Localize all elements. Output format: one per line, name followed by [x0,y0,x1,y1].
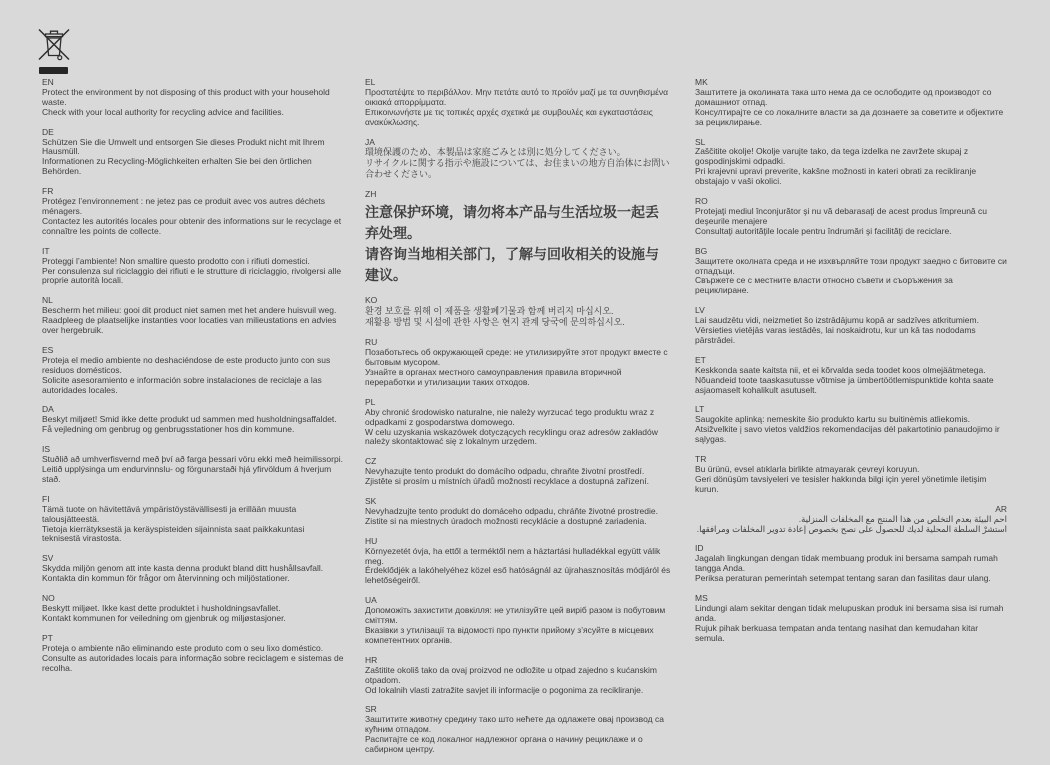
notice-text: Tietoja kierrätyksestä ja keräyspisteiden sijainnista saat paikkakuntasi teknisestä virastosta. [42,523,305,544]
language-code-label: HU [365,535,378,546]
language-code-label: LV [695,305,705,316]
notice-text: Periksa peraturan pemerintah setempat tentang saran dan fasilitas daur ulang. [695,573,991,584]
notice-text: W celu uzyskania wskazówek dotyczących recyklingu oraz adresów zakładów należy skontaktować się z lokalnym urzędem. [365,426,658,447]
notice-text: Lindungi alam sekitar dengan tidak melupuskan produk ini bersama sisa isi rumah anda. [695,602,1004,623]
language-code-label: KO [365,295,378,306]
language-code-label: EN [42,77,54,87]
language-block-id [695,544,1007,584]
language-code-label: NO [42,593,55,604]
notice-text: Заштитите животну средину тако што нећете да одлажете овај производ са кућним отпадом. [365,714,664,735]
language-code-label: ET [695,354,706,365]
language-code-label: ID [695,543,704,554]
language-code-label: CZ [365,456,377,467]
language-block-ua [365,596,671,646]
language-block-ar [695,505,1007,535]
notice-text: Beskytt miljøet. Ikke kast dette produktet i husholdningsavfallet. [42,602,281,613]
language-block-hr [365,656,671,696]
notice-text: Beskyt miljøet! Smid ikke dette produkt ud sammen med husholdningsaffaldet. [42,414,337,425]
notice-text: Pri krajevni upravi preverite, kakšne možnosti in kateri obrati za recikliranje obstajajo v vaši okolici. [695,166,977,187]
language-code-label: SK [365,496,377,507]
notice-text: Zaščitite okolje! Okolje varujte tako, da tega izdelka ne zavržete skupaj z gospodinjskimi odpadki. [695,146,969,167]
notice-text: Solicite asesoramiento e información sobre instalaciones de reciclaje a las autoridades locales. [42,374,322,395]
language-code-label: JA [365,136,375,147]
notice-text: Jagalah lingkungan dengan tidak membuang produk ini bersama sampah rumah tangga Anda. [695,553,998,574]
language-block-mk [695,78,1007,128]
notice-text: Raadpleeg de plaatselijke instanties voor locaties van milieustations en advies over hergebruik. [42,315,337,336]
language-block-fi [42,495,344,545]
notice-text: Свържете се с местните власти относно съвети и съоръжения за рециклиране. [695,275,953,296]
language-block-et [695,356,1007,396]
notice-text: Od lokalnih vlasti zatražite savjet ili informacije o pogonima za recikliranje. [365,684,644,695]
language-block-ru [365,338,671,388]
notice-text: Consultaţi autorităţile locale pentru îndrumări şi facilităţi de reciclare. [695,225,952,236]
language-code-label: MS [695,593,708,604]
notice-text: Proteggi l’ambiente! Non smaltire questo prodotto con i rifiuti domestici. [42,255,310,266]
language-block-zh [365,190,671,286]
language-block-sr [365,705,671,755]
notice-text: Вказівки з утилізації та відомості про пункти прийому з’ясуйте в місцевих компетентних органів. [365,625,654,645]
notice-text: Informationen zu Recycling-Möglichkeiten erhalten Sie bei den örtlichen Behörden. [42,156,312,177]
notice-text: احم البيئة بعدم التخلص من هذا المنتج مع المخلفات المنزلية. [798,513,1007,524]
notice-text: Érdeklődjék a lakóhelyéhez közel eső hatóságnál az újrahasznosítás módjáról és lehetőségeiről. [365,565,671,586]
column-1 [42,78,344,683]
language-block-is [42,445,344,485]
notice-text: Skydda miljön genom att inte kasta denna produkt bland ditt hushållsavfall. [42,563,324,574]
notice-text: Lai saudzētu vidi, neizmetiet šo izstrādājumu kopā ar sadzīves atkritumiem. [695,315,979,326]
language-block-el [365,78,671,128]
notice-text: 재활용 방법 및 시설에 관한 사항은 현지 관계 당국에 문의하십시오. [365,317,625,328]
notice-text: Προστατέψτε το περιβάλλον. Μην πετάτε αυτό το προϊόν μαζί με τα συνηθισμένα οικιακά απορρίμματα. [365,86,669,107]
notice-text: Rujuk pihak berkuasa tempatan anda tentang nasihat dan kemudahan kitar semula. [695,622,979,643]
column-3 [695,78,1007,654]
notice-text: Защитете околната среда и не изхвърляйте този продукт заедно с битовите си отпадъци. [695,255,1007,276]
language-code-label: FR [42,186,54,197]
language-block-sv [42,554,344,584]
notice-text: 注意保护环境，请勿将本产品与生活垃圾一起丢弃处理。 [365,204,659,242]
language-code-label: UA [365,595,377,606]
notice-text: Позаботьтесь об окружающей среде: не утилизируйте этот продукт вместе с бытовым мусором. [365,347,668,368]
language-code-label: DE [42,126,54,137]
language-block-da [42,405,344,435]
notice-text: Распитајте се код локалног надлежног органа о начину рециклаже и о сабирном центру. [365,734,643,755]
notice-text: Aby chronić środowisko naturalne, nie należy wyrzucać tego produktu wraz z odpadkami z gospodarstwa domowego. [365,406,655,427]
language-block-es [42,346,344,396]
language-block-lt [695,405,1007,445]
notice-text: Protect the environment by not disposing of this product with your household waste. [42,86,330,107]
language-block-en [42,78,344,118]
language-code-label: PL [365,396,376,407]
notice-text: Környezetét óvja, ha ettől a terméktől nem a háztartási hulladékkal együtt válik meg. [365,545,661,566]
language-block-nl [42,296,344,336]
notice-text: Nevyhazujte tento produkt do domácího odpadu, chraňte životní prostředí. [365,466,645,477]
language-block-cz [365,457,671,487]
language-code-label: FI [42,493,50,504]
notice-text: Kontakta din kommun för frågor om återvinning och miljöstationer. [42,573,290,584]
language-block-hu [365,537,671,587]
language-code-label: SR [365,704,377,715]
notice-text: Protejaţi mediul înconjurător şi nu vă debarasaţi de acest produs împreună cu deşeurile menajere [695,205,987,226]
language-block-bg [695,247,1007,297]
notice-text: Bescherm het milieu: gooi dit product niet samen met het andere huisvuil weg. [42,305,337,316]
language-block-no [42,594,344,624]
language-block-ko [365,296,671,328]
notice-text: Заштитете ја околината така што нема да се ослободите од производот со домашниот отпад. [695,86,992,107]
language-code-label: RO [695,196,708,207]
notice-text: Protégez l’environnement : ne jetez pas ce produit avec vos autres déchets ménagers. [42,196,326,216]
language-block-tr [695,455,1007,495]
language-code-label: SL [695,136,706,147]
notice-text: 환경 보호를 위해 이 제품을 생활폐기물과 함께 버리지 마십시오. [365,306,614,317]
notice-text: Vērsieties vietējās varas iestādēs, lai noskaidrotu, kur un kā tas nododams pārstrādei. [695,325,976,345]
notice-text: Saugokite aplinką: nemeskite šio produkto kartu su buitinėmis atliekomis. [695,414,970,425]
notice-text: Contactez les autorités locales pour obtenir des informations sur le recyclage et connaître les points de collecte. [42,215,342,236]
notice-text: استشرْ السلطة المحلية لديك للحصول على نصح بخصوص إعادة تدوير المخلفات ومرافقها. [696,523,1007,534]
language-block-fr [42,187,344,237]
language-code-label: NL [42,295,53,306]
language-code-label: AR [995,503,1007,514]
notice-text: Zjistěte si prosím u místních úřadů možnosti recyklace a dostupná zařízení. [365,476,649,487]
notice-text: Επικοινωνήστε με τις τοπικές αρχές σχετικά με συμβουλές και εγκαταστάσεις ανακύκλωσης. [365,106,653,127]
language-block-sk [365,497,671,527]
notice-text: Per consulenza sul riciclaggio dei rifiuti e le strutture di riciclaggio, rivolgersi alle proprie autorità locali. [42,265,342,286]
language-code-label: ES [42,344,54,355]
notice-text: Consulte as autoridades locais para informação sobre reciclagem e sistemas de recolha. [42,652,344,673]
notice-text: Узнайте в органах местного самоуправления правила вторичной переработки и утилизации таких отходов. [365,366,622,387]
notice-text: Atsižvelkite į savo vietos valdžios rekomendacijas dėl pakartotinio panaudojimo ir sąlygas. [695,424,1000,445]
language-block-lv [695,306,1007,346]
language-block-de [42,128,344,178]
notice-text: Nõuandeid toote taaskasutusse võtmise ja ümbertöötlemispunktide kohta saate asjaomaselt kohalikult asutuselt. [695,374,994,395]
language-block-ro [695,197,1007,237]
notice-text: Bu ürünü, evsel atıklarla birlikte atmayarak çevreyi koruyun. [695,464,920,474]
notice-text: Schützen Sie die Umwelt und entsorgen Sie dieses Produkt nicht mit Ihrem Hausmüll. [42,136,325,157]
column-2 [365,78,671,765]
language-code-label: IT [42,245,50,256]
notice-text: Консултирајте се со локалните власти за да дознаете за советите и објектите за рециклирање. [695,106,1004,127]
language-code-label: RU [365,337,378,348]
notice-text: Zaštitite okoliš tako da ovaj proizvod ne odložite u otpad zajedno s kućanskim otpadom. [365,664,657,685]
notice-text: Check with your local authority for recycling advice and facilities. [42,106,284,117]
language-block-pt [42,634,344,674]
language-code-label: PT [42,632,53,643]
language-code-label: SV [42,553,54,564]
language-code-label: EL [365,77,376,87]
notice-text: Kontakt kommunen for veiledning om gjenbruk og miljøstasjoner. [42,612,286,623]
notice-text: Zistite si na miestnych úradoch možnosti recyklácie a dostupné zariadenia. [365,515,647,526]
language-code-label: ZH [365,189,377,200]
notice-text: Допоможіть захистити довкілля: не утилізуйте цей виріб разом із побутовим сміттям. [365,605,666,626]
notice-text: 请咨询当地相关部门，了解与回收相关的设施与建议。 [365,246,659,284]
notice-text: Proteja o ambiente não eliminando este produto com o seu lixo doméstico. [42,642,324,653]
language-code-label: BG [695,245,708,256]
notice-text: Tämä tuote on hävitettävä ympäristöystävällisesti ja erillään muusta talousjätteestä. [42,503,297,524]
notice-text: Få vejledning om genbrug og genbrugsstationer hos din kommune. [42,424,295,435]
language-code-label: HR [365,654,378,665]
notice-text: 環境保護のため、本製品は家庭ごみとは別に処分してください。 [365,147,626,158]
language-block-pl [365,398,671,448]
notice-text: リサイクルに関する指示や施設については、お住まいの地方自治体にお問い合わせください。 [365,158,670,180]
language-block-it [42,247,344,287]
notice-text: Nevyhadzujte tento produkt do domáceho odpadu, chráňte životné prostredie. [365,505,658,516]
language-block-ja [365,138,671,181]
language-block-sl [695,138,1007,188]
notice-text: Stuðlið að umhverfisvernd með því að farga þessari vöru ekki með heimilissorpi. [42,454,343,465]
crossed-out-wheelie-bin-icon [37,27,71,63]
notice-text: Proteja el medio ambiente no deshaciéndose de este producto junto con sus residuos domésticos. [42,354,331,375]
weee-symbol [37,27,71,74]
language-code-label: DA [42,404,54,415]
language-code-label: MK [695,77,708,87]
weee-black-bar [39,67,68,74]
notice-text: Keskkonda saate kaitsta nii, et ei kõrvalda seda toodet koos olmejäätmetega. [695,364,986,375]
notice-text: Geri dönüşüm tavsiyeleri ve tesisler hakkında bilgi için yerel yönetimle iletişim kurun. [695,473,987,494]
language-code-label: IS [42,444,51,455]
language-code-label: LT [695,404,705,415]
language-block-ms [695,594,1007,644]
language-code-label: TR [695,454,707,465]
notice-text: Leitið upplýsinga um endurvinnslu- og förgunarstaði hjá yfirvöldum á hverjum stað. [42,464,332,484]
